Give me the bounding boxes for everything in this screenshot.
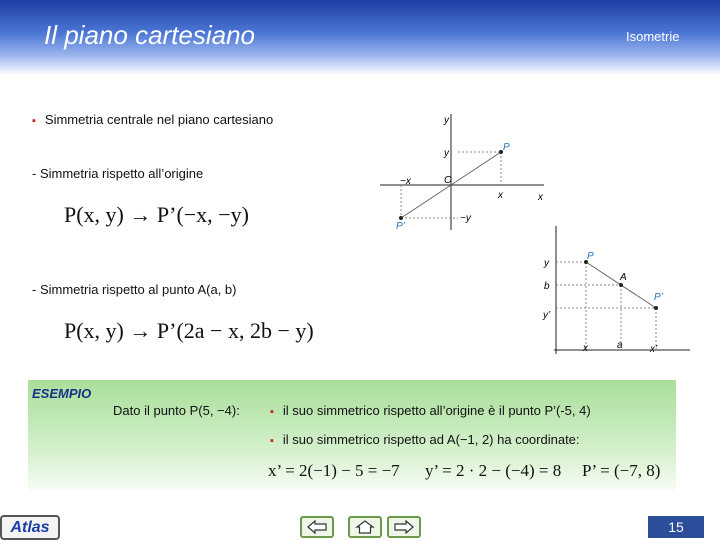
y-tick-2: y	[544, 258, 549, 269]
subheading-origin: - Simmetria rispetto all’origine	[32, 166, 204, 181]
x-prime-tick: x’	[650, 344, 658, 355]
example-label: ESEMPIO	[32, 386, 92, 401]
bullet-icon: ▪	[270, 435, 274, 447]
y-tick: y	[444, 148, 449, 159]
origin-label: O	[444, 175, 452, 186]
p-prime-label-2: P’	[654, 292, 663, 303]
y-axis-label: y	[444, 115, 449, 126]
back-button[interactable]	[300, 516, 334, 538]
x-tick-2: x	[583, 343, 588, 354]
page-number: 15	[648, 516, 704, 538]
p-prime-label: P’	[396, 221, 405, 232]
main-heading-text: Simmetria centrale nel piano cartesiano	[44, 112, 274, 127]
a-tick: a	[617, 340, 623, 351]
y-prime-tick: y’	[543, 310, 551, 321]
a-label: A	[620, 272, 627, 283]
formula-point: P(x, y) → P’(2a − x, 2b − y)	[64, 318, 314, 343]
atlas-logo: Atlas	[0, 515, 60, 540]
origin-symmetry-diagram	[378, 108, 550, 234]
x-tick: x	[498, 190, 503, 201]
example-given: Dato il punto P(5, −4):	[113, 403, 240, 418]
point-symmetry-diagram	[524, 220, 694, 356]
bullet-icon: ▪	[270, 406, 274, 418]
calc-x: x’ = 2(−1) − 5 = −7	[268, 461, 400, 480]
arrow-right-icon	[393, 520, 415, 534]
home-button[interactable]	[348, 516, 382, 538]
b-tick: b	[544, 281, 550, 292]
example-item-origin	[270, 403, 591, 418]
section-label: Isometrie	[626, 29, 680, 44]
main-heading	[32, 112, 273, 127]
subheading-point: - Simmetria rispetto al punto A(a, b)	[32, 282, 237, 297]
example-item-point-text: il suo simmetrico rispetto ad A(−1, 2) ha coordinate:	[282, 432, 580, 447]
neg-x-tick: −x	[400, 176, 411, 187]
home-icon	[355, 519, 375, 535]
example-item-point	[270, 432, 580, 447]
p-label-2: P	[587, 251, 594, 262]
x-axis-label: x	[538, 192, 543, 203]
formula-origin: P(x, y) → P’(−x, −y)	[64, 202, 249, 227]
forward-button[interactable]	[387, 516, 421, 538]
neg-y-tick: −y	[460, 213, 471, 224]
result: P’ = (−7, 8)	[582, 461, 661, 480]
point-a	[619, 283, 623, 287]
calc-y: y’ = 2 · 2 − (−4) = 8	[425, 461, 562, 480]
point-p-prime-2	[654, 306, 658, 310]
point-p-prime	[399, 216, 403, 220]
page-title: Il piano cartesiano	[44, 20, 256, 50]
bullet-icon: ▪	[32, 115, 36, 127]
example-item-origin-text: il suo simmetrico rispetto all’origine è il punto P’(-5, 4)	[282, 403, 591, 418]
arrow-left-icon	[306, 520, 328, 534]
p-label: P	[503, 142, 510, 153]
